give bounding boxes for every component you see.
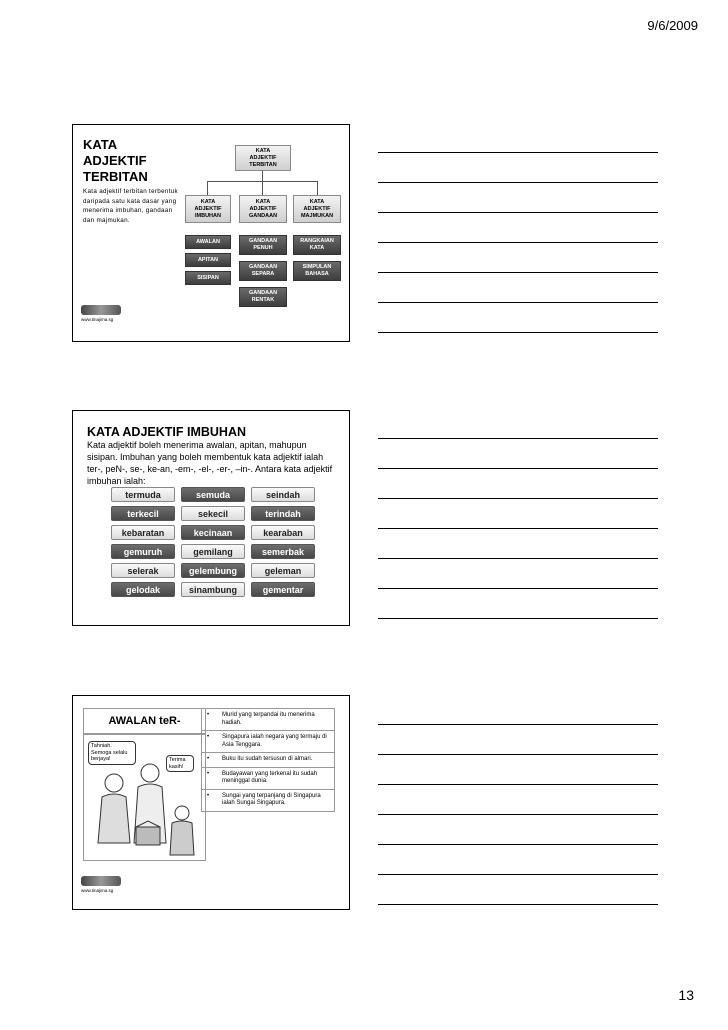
node-gandaan-penuh: GANDAAN PENUH xyxy=(239,235,287,255)
word-cell: semuda xyxy=(181,487,245,502)
node-gandaan-rentak: GANDAAN RENTAK xyxy=(239,287,287,307)
list-item: • Sungai yang terpanjang di Singapura ialah Sungai Singapura. xyxy=(207,792,321,806)
node-gandaan-separa: GANDAAN SEPARA xyxy=(239,261,287,281)
slide-2 xyxy=(72,410,350,626)
node-simpulan-bahasa: SIMPULAN BAHASA xyxy=(293,261,341,281)
word-cell: gementar xyxy=(251,582,315,597)
branch-gandaan: KATA ADJEKTIF GANDAAN xyxy=(239,195,287,223)
bullet-icon: • xyxy=(207,756,210,762)
speech-bubble-congrats: Tahniah. Semoga selalu berjaya! xyxy=(88,741,136,765)
diagram-root: KATA ADJEKTIF TERBITAN xyxy=(235,145,291,171)
slide-1 xyxy=(72,124,350,342)
publisher-url: www.tinajima.sg xyxy=(81,317,114,322)
word-cell: sekecil xyxy=(181,506,245,521)
page-number: 13 xyxy=(678,987,694,1003)
node-apitan: APITAN xyxy=(185,253,231,267)
slide-3-title: AWALAN teR- xyxy=(83,708,206,734)
node-rangkaian-kata: RANGKAIAN KATA xyxy=(293,235,341,255)
word-cell: terkecil xyxy=(111,506,175,521)
word-cell: kebaratan xyxy=(111,525,175,540)
slide-3 xyxy=(72,695,350,910)
list-item: • Buku itu sudah tersusun di almari. xyxy=(202,753,334,768)
word-cell: kearaban xyxy=(251,525,315,540)
word-cell: sinambung xyxy=(181,582,245,597)
slide-2-title: KATA ADJEKTIF IMBUHAN xyxy=(87,425,247,439)
bullet-icon: • xyxy=(207,792,210,799)
word-cell: kecinaan xyxy=(181,525,245,540)
example-sentences xyxy=(201,708,335,812)
slide-2-body: Kata adjektif boleh menerima awalan, apitan, mahupun sisipan. Imbuhan yang boleh membentuk kata adjektif ialah ter-, peN-, se-, ke-an, -em-, -el-, -er-, –in-. Antara kata adjektif imbuhan ialah: xyxy=(87,440,333,486)
word-cell: gemuruh xyxy=(111,544,175,559)
speech-bubble-thanks: Terima kasih! xyxy=(166,755,194,772)
word-cell: semerbak xyxy=(251,544,315,559)
node-sisipan: SISIPAN xyxy=(185,271,231,285)
list-item: • Singapura ialah negara yang termaju di Asia Tenggara. xyxy=(202,731,334,753)
word-cell: terindah xyxy=(251,506,315,521)
branch-imbuhan: KATA ADJEKTIF IMBUHAN xyxy=(185,195,231,223)
word-cell: gelodak xyxy=(111,582,175,597)
list-item: • Budayawan yang terkenal itu sudah meninggal dunia. xyxy=(202,768,334,790)
slide-1-title: KATA ADJEKTIF TERBITAN xyxy=(83,137,148,184)
word-cell: seindah xyxy=(251,487,315,502)
branch-majmukan: KATA ADJEKTIF MAJMUKAN xyxy=(293,195,341,223)
publisher-logo xyxy=(81,305,121,315)
bullet-icon: • xyxy=(207,734,210,740)
word-cell: gelembung xyxy=(181,563,245,578)
hierarchy-diagram xyxy=(179,131,337,313)
cartoon-illustration xyxy=(83,734,206,861)
node-awalan: AWALAN xyxy=(185,235,231,249)
bullet-icon: • xyxy=(207,712,210,718)
publisher-logo xyxy=(81,876,121,886)
word-cell: selerak xyxy=(111,563,175,578)
bullet-icon: • xyxy=(207,770,210,777)
word-cell: geleman xyxy=(251,563,315,578)
slide-1-description: Kata adjektif terbitan terbentuk daripada satu kata dasar yang menerima imbuhan, gandaan dan majmukan. xyxy=(83,188,179,224)
word-cell: termuda xyxy=(111,487,175,502)
print-date: 9/6/2009 xyxy=(647,18,698,33)
word-cell: gemilang xyxy=(181,544,245,559)
publisher-url: www.tinajima.sg xyxy=(81,888,114,893)
list-item: • Murid yang terpandai itu menerima hadiah. xyxy=(202,709,334,731)
